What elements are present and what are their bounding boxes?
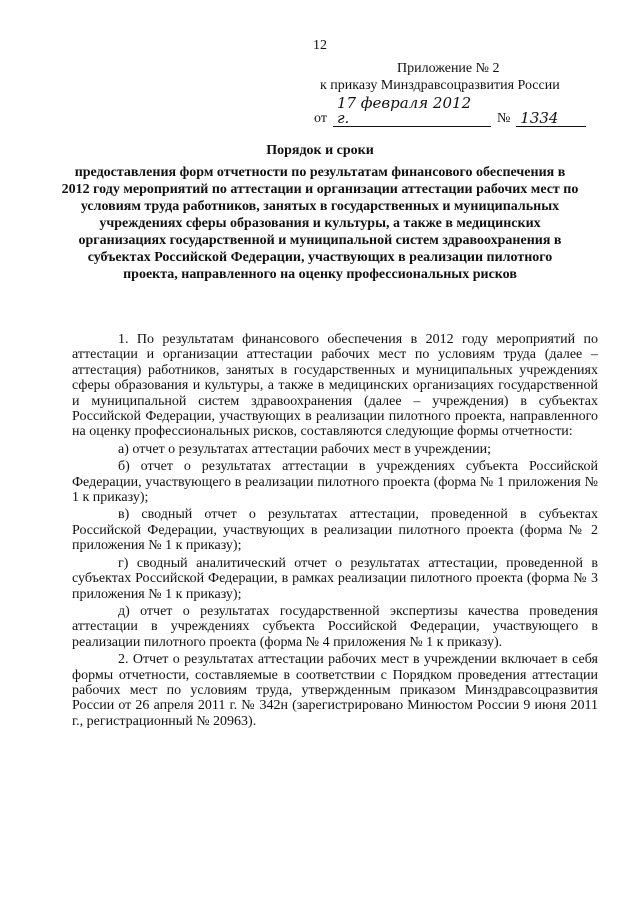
- appendix-title: Приложение № 2: [397, 61, 500, 76]
- document-body: [72, 332, 598, 731]
- item-g: г) сводный аналитический отчет о результатах аттестации, проведенной в субъектах Российской Федерации, в рамках реализации пилотного проекта (форма № 3 приложения № 1 к приказу);: [72, 555, 598, 602]
- document-heading: [60, 142, 580, 283]
- handwritten-date: 17 февраля 2012 г.: [333, 96, 491, 127]
- number-prefix: №: [496, 111, 511, 126]
- item-a: а) отчет о результатах аттестации рабочих мест в учреждении;: [118, 441, 492, 457]
- appendix-date-line: [314, 96, 614, 127]
- appendix-header: [314, 60, 614, 127]
- item-v: в) сводный отчет о результатах аттестации, проведенной в субъектах Российской Федерации, участвующих в реализации пилотного проекта (форма № 2 приложения № 1 к приказу);: [72, 507, 598, 554]
- paragraph-2: 2. Отчет о результатах аттестации рабочих мест в учреждении включает в себя формы отчетности, составляемые в соответствии с Порядком проведения аттестации рабочих мест по условиям труда, утвержденным приказом Минздравсоцразвития России от 26 апреля 2011 г. № 342н (зарегистрировано Минюстом России 9 июня 2011 г., регистрационный № 20963).: [72, 652, 598, 729]
- item-b: б) отчет о результатах аттестации в учреждениях субъекта Российской Федерации, участвующего в реализации пилотного проекта (форма № 1 приложения № 1 к приказу);: [72, 459, 598, 506]
- item-d: д) отчет о результатах государственной экспертизы качества проведения аттестации в учреждениях субъекта Российской Федерации, участвующего в реализации пилотного проекта (форма № 4 приложения № 1 к приказу).: [72, 603, 598, 650]
- handwritten-number: 1334: [516, 111, 586, 127]
- appendix-order-line: к приказу Минздравсоцразвития России: [320, 78, 560, 93]
- document-subtitle: предоставления форм отчетности по результатам финансового обеспечения в 2012 году мероприятий по аттестации и организации аттестации рабочих мест по условиям труда работников, занятых в государственных и муниципальных учреждениях сферы образования и культуры, а также в медицинских организациях государственной и муниципальной систем здравоохранения в субъектах Российской Федерации, участвующих в реализации пилотного проекта, направленного на оценку профессиональных рисков: [61, 165, 579, 282]
- paragraph-1: 1. По результатам финансового обеспечения в 2012 году мероприятий по аттестации и организации аттестации рабочих мест по условиям труда (далее – аттестация) работников, занятых в государственных и муниципальных учреждениях сферы образования и культуры, а также в медицинских организациях государственной и муниципальной систем здравоохранения (далее – учреждения) в субъектах Российской Федерации, участвующих в реализации пилотного проекта, направленного на оценку профессиональных рисков, составляются следующие формы отчетности:: [72, 332, 598, 440]
- date-prefix: от: [314, 111, 327, 126]
- document-title: Порядок и сроки: [266, 143, 374, 158]
- page-number: 12: [313, 38, 327, 53]
